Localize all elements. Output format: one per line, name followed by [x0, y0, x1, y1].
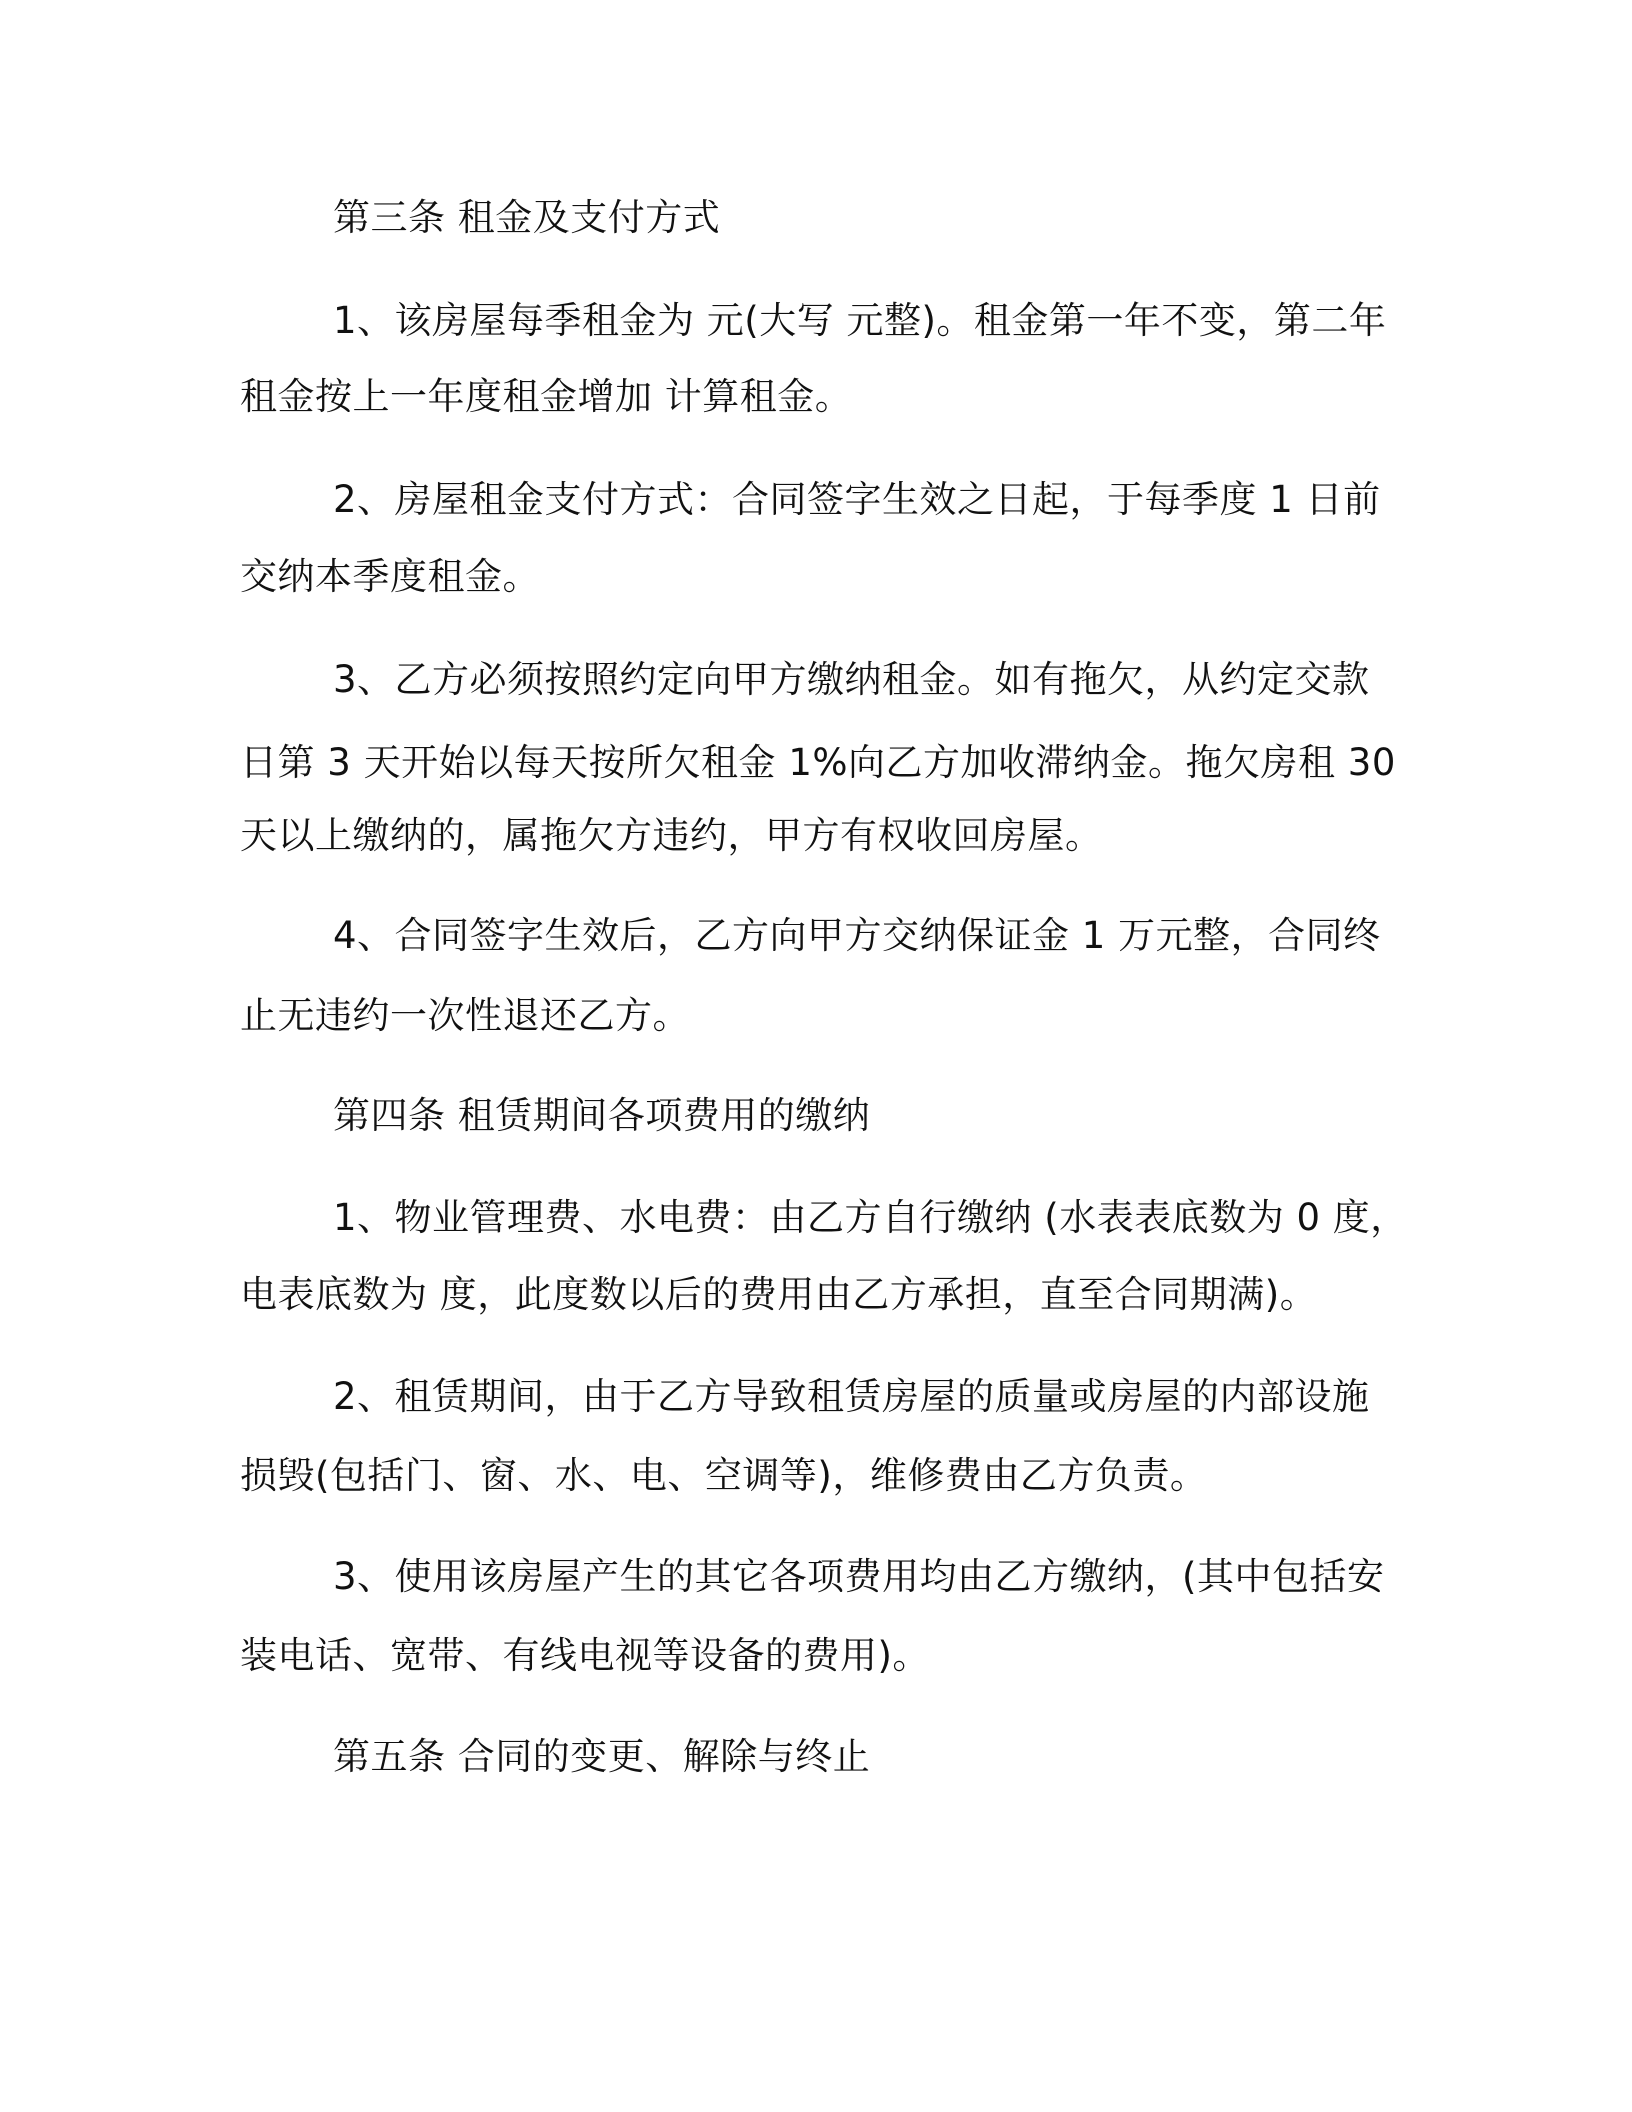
section-5-heading: 第五条 合同的变更、解除与终止 [333, 1735, 871, 1778]
section-3-item-1-line-2: 租金按上一年度租金增加 计算租金。 [240, 375, 853, 418]
section-4-item-2-line-1: 2、租赁期间，由于乙方导致租赁房屋的质量或房屋的内部设施 [333, 1375, 1370, 1418]
section-3-item-3-line-2: 日第 3 天开始以每天按所欠租金 1%向乙方加收滞纳金。拖欠房租 30 [240, 741, 1396, 784]
section-4-item-1-line-2: 电表底数为 度，此度数以后的费用由乙方承担，直至合同期满)。 [240, 1273, 1318, 1316]
section-3-item-3-line-3: 天以上缴纳的，属拖欠方违约，甲方有权收回房屋。 [240, 814, 1103, 857]
section-4-item-2-line-2: 损毁(包括门、窗、水、电、空调等)，维修费由乙方负责。 [240, 1454, 1208, 1497]
section-3-item-4-line-2: 止无违约一次性退还乙方。 [240, 994, 690, 1037]
section-3-item-2-line-1: 2、房屋租金支付方式：合同签字生效之日起，于每季度 1 日前 [333, 478, 1381, 521]
section-4-heading: 第四条 租赁期间各项费用的缴纳 [333, 1094, 871, 1137]
section-4-item-1-line-1: 1、物业管理费、水电费：由乙方自行缴纳 (水表表底数为 0 度， [333, 1196, 1408, 1239]
section-4-item-3-line-1: 3、使用该房屋产生的其它各项费用均由乙方缴纳，(其中包括安 [333, 1555, 1385, 1598]
section-3-item-2-line-2: 交纳本季度租金。 [240, 555, 540, 598]
section-4-item-3-line-2: 装电话、宽带、有线电视等设备的费用)。 [240, 1634, 930, 1677]
section-3-item-4-line-1: 4、合同签字生效后，乙方向甲方交纳保证金 1 万元整，合同终 [333, 914, 1381, 957]
section-3-heading: 第三条 租金及支付方式 [333, 196, 721, 239]
section-3-item-1-line-1: 1、该房屋每季租金为 元(大写 元整)。租金第一年不变，第二年 [333, 299, 1387, 342]
section-3-item-3-line-1: 3、乙方必须按照约定向甲方缴纳租金。如有拖欠，从约定交款 [333, 658, 1370, 701]
